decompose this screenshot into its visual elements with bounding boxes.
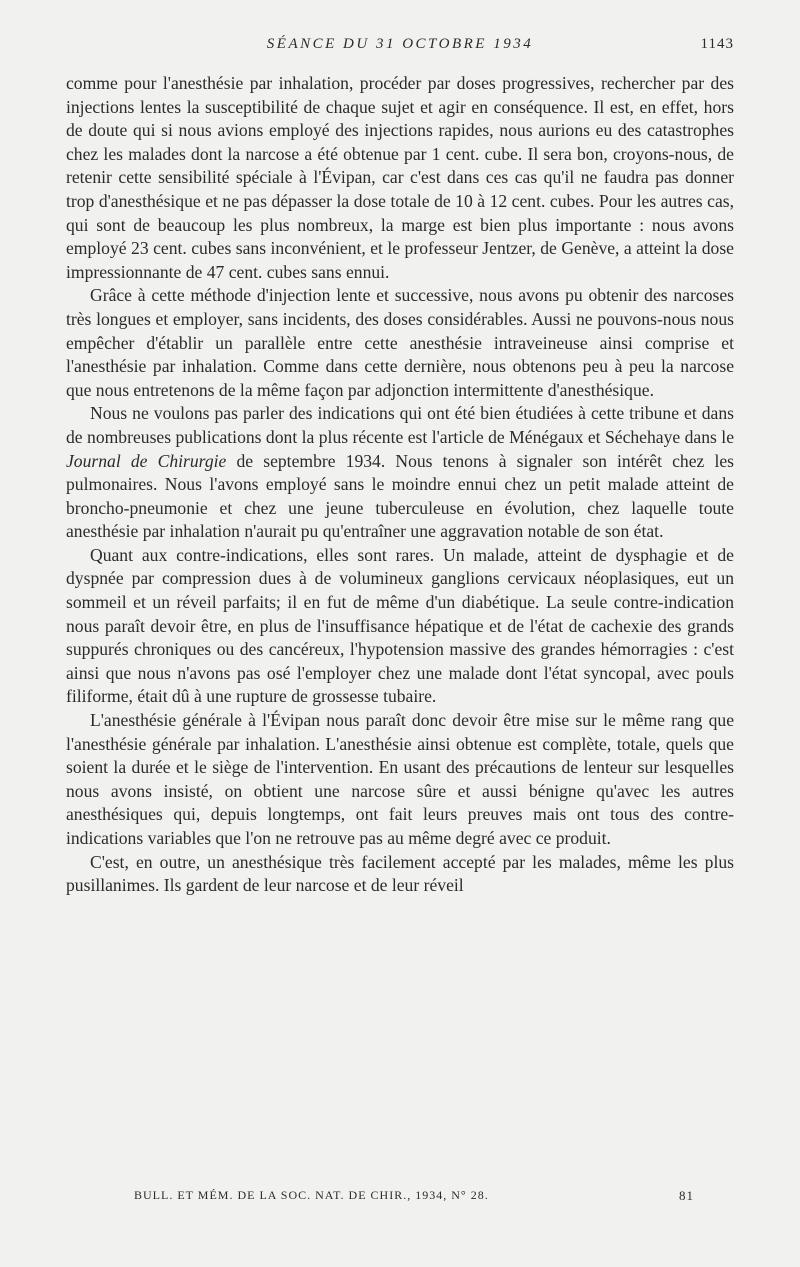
paragraph-3-text-before: Nous ne voulons pas parler des indications qui ont été bien étudiées à cette tribune et dans de nombreuses publications dont la plus récente est l'article de Ménégaux et Séchehaye dans le — [66, 403, 734, 447]
paragraph-5: L'anesthésie générale à l'Évipan nous paraît donc devoir être mise sur le même rang que l'anesthésie générale par inhalation. L'anesthésie ainsi obtenue est complète, totale, quels que soient la durée et le siège de l'intervention. En usant des précautions de lenteur sur lesquelles nous avons insisté, on obtient une narcose sûre et aussi bénigne qu'avec les autres anesthésiques qui, depuis longtemps, ont fait leurs preuves mais ont tous des contre-indications variables que l'on ne retrouve pas au même degré avec ce produit. — [66, 710, 734, 848]
paragraph-2: Grâce à cette méthode d'injection lente et successive, nous avons pu obtenir des narcoses très longues et employer, sans incidents, des doses considérables. Aussi ne pouvons-nous nous empêcher d'établir un parallèle entre cette anesthésie intraveineuse ainsi comprise et l'anesthésie par inhalation. Comme dans cette dernière, nous obtenons peu à peu la narcose que nous entretenons de la même façon par adjonction intermittente d'anesthésique. — [66, 285, 734, 400]
paragraph-3-text-after: de septembre 1934. Nous tenons à signaler son intérêt chez les pulmonaires. Nous l'avons employé sans le moindre ennui chez un petit malade atteint de broncho-pneumonie et chez une jeune tuberculeuse en évolution, chez laquelle toute anesthésie par inhalation n'aurait pu qu'entraîner une aggravation notable de son état. — [66, 450, 735, 542]
paragraph-1: comme pour l'anesthésie par inhalation, procéder par doses progressives, rechercher par des injections lentes la susceptibilité de chaque sujet et agir en conséquence. Il est, en effet, hors de doute qui si nous avions employé des injections rapides, nous aurions eu des catastrophes chez les malades dont la narcose a été obtenue par 1 cent. cube. Il sera bon, croyons-nous, de retenir cette sensibilité spéciale à l'Évipan, car c'est dans ces cas qu'il ne faudra pas donner trop d'anesthésique et ne pas dépasser la dose totale de 10 à 12 cent. cubes. Pour les autres cas, qui sont de beaucoup les plus nombreux, la marge est bien plus importante : nous avons employé 23 cent. cubes sans inconvénient, et le professeur Jentzer, de Genève, a atteint la dose impressionnante de 47 cent. cubes sans ennui. — [66, 73, 734, 282]
page-footer — [134, 1188, 694, 1208]
page-number: 1143 — [700, 36, 734, 52]
paragraph-3 — [66, 402, 734, 544]
paragraph-4: Quant aux contre-indications, elles sont rares. Un malade, atteint de dysphagie et de dyspnée par compression dues à de volumineux ganglions cervicaux néoplasiques, eut un sommeil et un réveil parfaits; il en fut de même d'un diabétique. La seule contre-indication nous paraît devoir être, en plus de l'insuffisance hépatique et de l'état de cachexie des grands suppurés chroniques ou des cancéreux, l'hypotension massive des grandes hémorragies : c'est ainsi que nous n'avons pas osé l'employer chez une malade dont l'état syncopal, avec pouls filiforme, était dû à une rupture de grossesse tubaire. — [66, 544, 734, 707]
running-header — [66, 36, 734, 58]
signature-mark: 81 — [679, 1188, 694, 1203]
body-text — [66, 72, 734, 898]
bulletin-reference: BULL. ET MÉM. DE LA SOC. NAT. DE CHIR., 1934, N° 28. — [134, 1188, 489, 1202]
paragraph-6: C'est, en outre, un anesthésique très facilement accepté par les malades, même les plus pusillanimes. Ils gardent de leur narcose et de leur réveil — [66, 851, 734, 896]
header-title: SÉANCE DU 31 OCTOBRE 1934 — [266, 36, 534, 52]
journal-title: Journal de Chirurgie — [66, 450, 227, 471]
